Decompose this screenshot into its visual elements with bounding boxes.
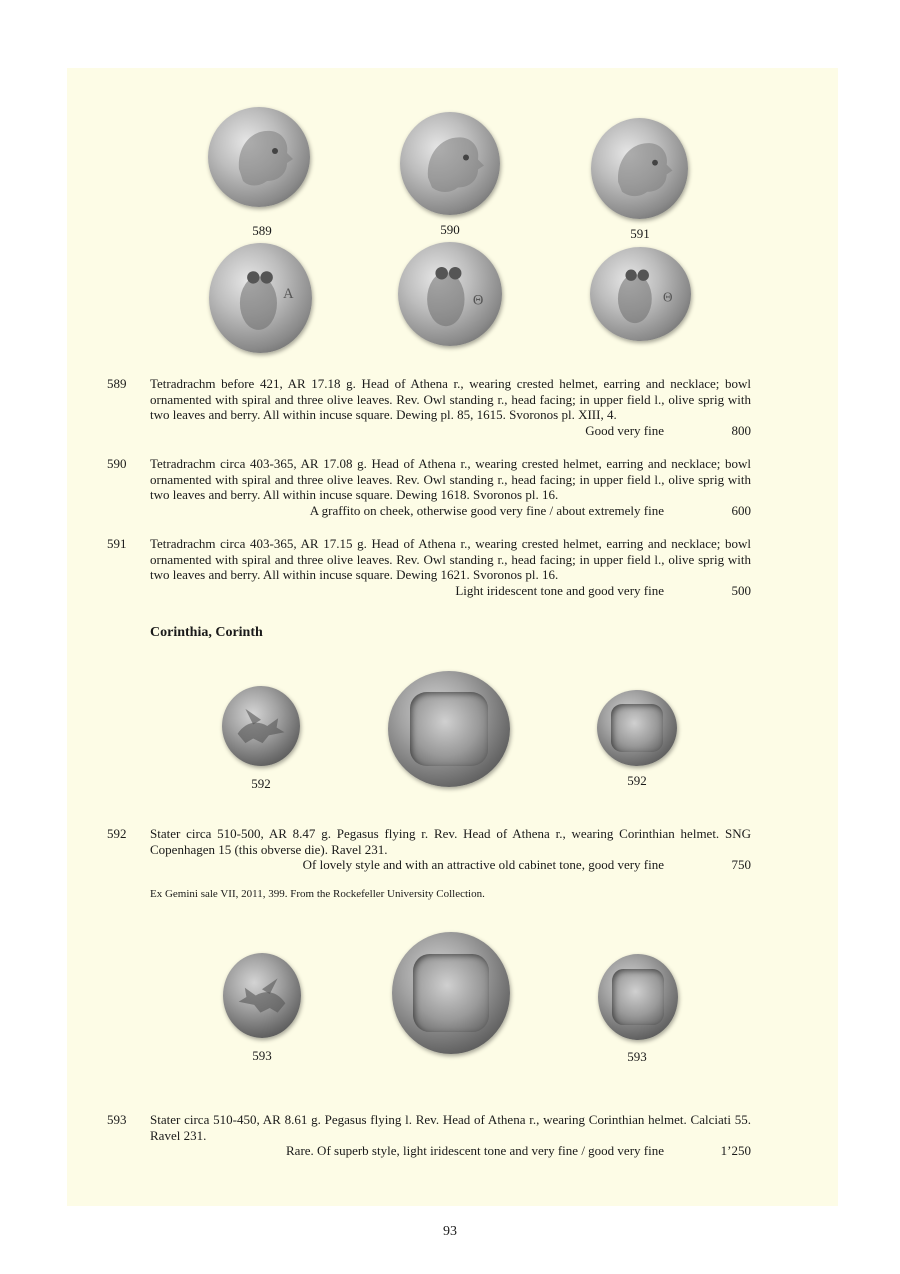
coin-label-593: 593 [252, 1048, 272, 1063]
athena-head-icon [400, 112, 500, 215]
coin-592-reverse-large [388, 671, 510, 787]
svg-text:Θ: Θ [472, 292, 484, 309]
page-number: 93 [443, 1224, 457, 1239]
coin-label-592-reverse: 592 [627, 773, 647, 788]
lot-description: Tetradrachm circa 403-365, AR 17.08 g. Head of Athena r., wearing crested helmet, earring and necklace; bowl ornamented with spiral and three olive leaves. Rev. Owl standing r., head facing; in upper field l., olive sprig with two leaves and berry. All within incuse square. Dewing 1618. Svoronos pl. 16. [150, 456, 751, 502]
coin-label-592: 592 [251, 776, 271, 791]
coin-592-obverse [222, 686, 300, 766]
lot-grade: Rare. Of superb style, light iridescent tone and very fine / good very fine [286, 1143, 664, 1158]
lot-valuation [150, 583, 751, 599]
coin-593-reverse [598, 954, 678, 1040]
lot-estimate: 750 [731, 857, 751, 872]
coin-label-591: 591 [630, 226, 650, 241]
owl-icon [209, 243, 312, 353]
lot-description: Stater circa 510-500, AR 8.47 g. Pegasus flying r. Rev. Head of Athena r., wearing Corinthian helmet. SNG Copenhagen 15 (this obverse die). Ravel 231. [150, 826, 751, 857]
coin-591-obverse [591, 118, 688, 219]
athena-head-icon [208, 107, 310, 207]
lot-number: 593 [107, 1112, 127, 1127]
lot-valuation [150, 857, 751, 873]
pegasus-icon [222, 686, 300, 766]
lot-estimate: 600 [731, 502, 751, 518]
lot-entry-592 [107, 826, 751, 873]
lot-number: 592 [107, 826, 127, 841]
lot-number: 590 [107, 456, 127, 471]
lot-grade: A graffito on cheek, otherwise good very fine / about extremely fine [309, 502, 664, 518]
lot-description: Stater circa 510-450, AR 8.61 g. Pegasus flying l. Rev. Head of Athena r., wearing Corinthian helmet. Calciati 55. Ravel 231. [150, 1112, 751, 1143]
lot-entry-593 [107, 1112, 751, 1159]
lot-estimate: 1’250 [720, 1143, 751, 1158]
lot-valuation [150, 423, 751, 439]
coin-591-reverse [590, 247, 691, 341]
coin-593-reverse-large [392, 932, 510, 1054]
lot-number: 591 [107, 536, 127, 551]
lot-entry-591 [107, 536, 751, 599]
coin-590-obverse [400, 112, 500, 215]
lot-estimate: 800 [731, 422, 751, 438]
provenance-note: Ex Gemini sale VII, 2011, 399. From the Rockefeller University Collection. [150, 888, 485, 900]
lot-estimate: 500 [731, 582, 751, 598]
lot-entry-590 [107, 456, 751, 519]
lot-grade: Light iridescent tone and good very fine [455, 582, 664, 598]
svg-text:Θ: Θ [663, 289, 673, 305]
coin-label-589: 589 [252, 223, 272, 238]
lot-grade: Of lovely style and with an attractive old cabinet tone, good very fine [302, 857, 664, 872]
coin-592-reverse [597, 690, 677, 766]
lot-number: 589 [107, 376, 127, 391]
pegasus-icon [223, 953, 301, 1038]
athena-head-icon [591, 118, 688, 219]
coin-589-obverse [208, 107, 310, 207]
coin-label-593-reverse: 593 [627, 1049, 647, 1064]
lot-valuation [150, 503, 751, 519]
coin-593-obverse [223, 953, 301, 1038]
section-title: Corinthia, Corinth [150, 625, 263, 640]
owl-icon [590, 247, 691, 341]
lot-grade: Good very fine [585, 422, 664, 438]
owl-icon [398, 242, 502, 346]
lot-entry-589 [107, 376, 751, 439]
coin-label-590: 590 [440, 222, 460, 237]
coin-589-reverse [209, 243, 312, 353]
lot-description: Tetradrachm before 421, AR 17.18 g. Head of Athena r., wearing crested helmet, earring and necklace; bowl ornamented with spiral and three olive leaves. Rev. Owl standing r., head facing; in upper field l., olive sprig with two leaves and berry. All within incuse square. Dewing pl. 85, 1615. Svoronos pl. XIII, 4. [150, 376, 751, 422]
lot-description: Tetradrachm circa 403-365, AR 17.15 g. Head of Athena r., wearing crested helmet, earring and necklace; bowl ornamented with spiral and three olive leaves. Rev. Owl standing r., head facing; in upper field l., olive sprig with two leaves and berry. All within incuse square. Dewing 1621. Svoronos pl. 16. [150, 536, 751, 582]
lot-valuation [150, 1143, 751, 1159]
coin-590-reverse [398, 242, 502, 346]
svg-text:Α: Α [283, 286, 294, 302]
